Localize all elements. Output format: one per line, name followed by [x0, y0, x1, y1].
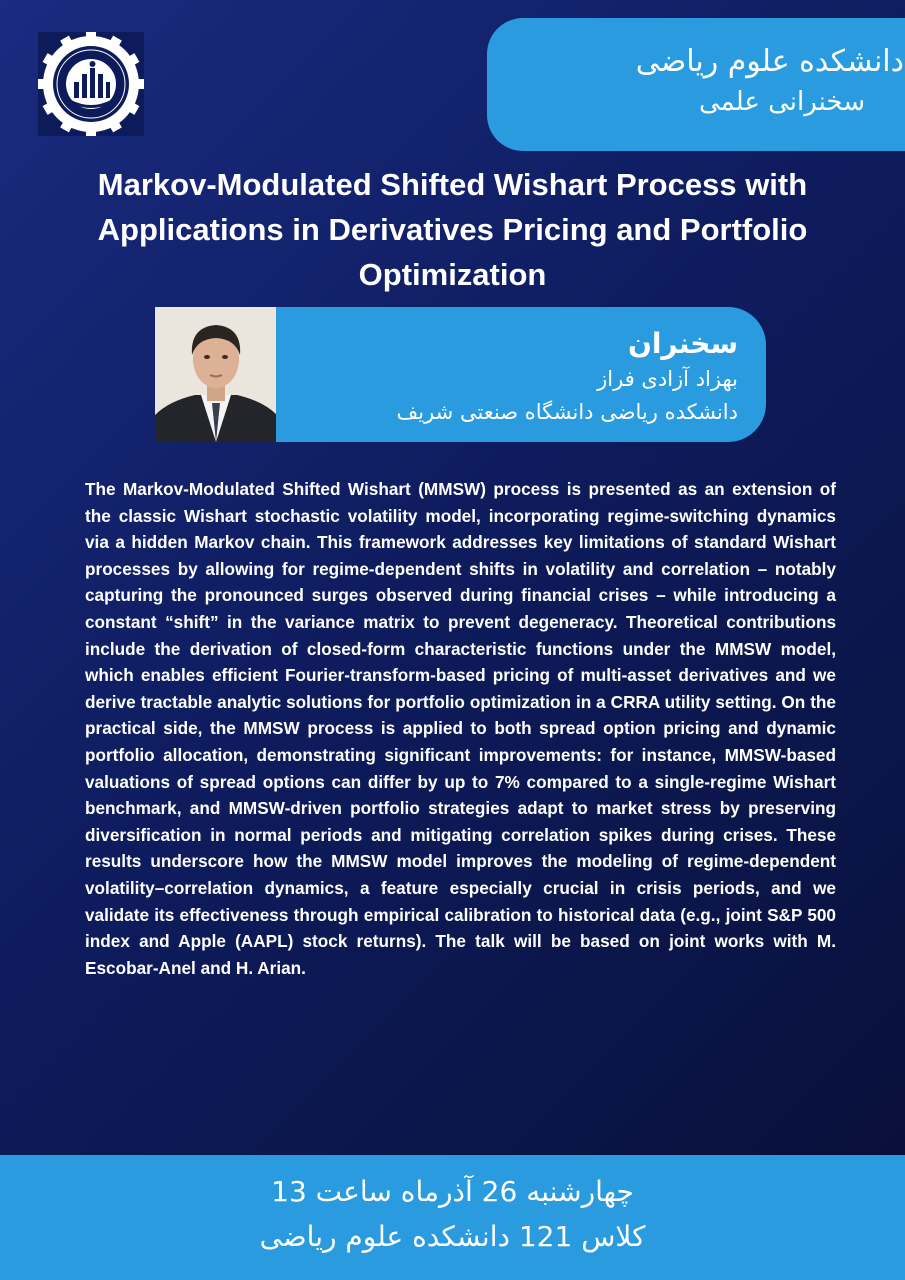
event-type: سخنرانی علمی — [699, 87, 865, 117]
faculty-name: دانشکده علوم ریاضی — [635, 44, 904, 79]
header-banner — [487, 18, 905, 151]
event-location: کلاس 121 دانشکده علوم ریاضی — [259, 1220, 646, 1253]
university-seal-icon — [38, 32, 144, 136]
talk-title: Markov-Modulated Shifted Wishart Process with Applications in Derivatives Pricing and Portfolio Optimization — [97, 167, 808, 292]
speaker-affiliation: دانشکده ریاضی دانشگاه صنعتی شریف — [396, 400, 738, 424]
footer-banner — [0, 1155, 905, 1280]
abstract-text: The Markov-Modulated Shifted Wishart (MMSW) process is presented as an extension of the classic Wishart stochastic volatility model, incorporating regime-switching dynamics via a hidden Markov chain. This framework addresses key limitations of standard Wishart processes by allowing for regime-dependent shifts in volatility and correlation – notably capturing the pronounced surges observed during financial crises – while introducing a constant “shift” in the variance matrix to prevent degeneracy. Theoretical contributions include the derivation of closed-form characteristic functions under the MMSW model, which enables efficient Fourier-transform-based pricing of multi-asset derivatives and we derive tractable analytic solutions for portfolio optimization in a CRRA utility setting. On the practical side, the MMSW process is applied to both spread option pricing and dynamic portfolio allocation, demonstrating significant improvements: for instance, MMSW-based valuations of spread options can differ by up to 7% compared to a single-regime Wishart benchmark, and MMSW-driven portfolio strategies adapt to market stress by preserving diversification in normal periods and mitigating correlation spikes during crises. These results underscore how the MMSW model improves the modeling of regime-dependent volatility–correlation dynamics, a feature especially crucial in crisis periods, and we validate its effectiveness through empirical calibration to historical data (e.g., joint S&P 500 index and Apple (AAPL) stock returns). The talk will be based on joint works with M. Escobar-Anel and H. Arian. — [85, 479, 836, 978]
speaker-heading: سخنران — [627, 327, 738, 360]
speaker-panel — [276, 307, 766, 442]
speaker-photo — [155, 307, 277, 442]
speaker-name: بهزاد آزادی فراز — [597, 367, 738, 391]
university-logo — [38, 32, 144, 136]
event-datetime: چهارشنبه 26 آذرماه ساعت 13 — [271, 1175, 634, 1208]
